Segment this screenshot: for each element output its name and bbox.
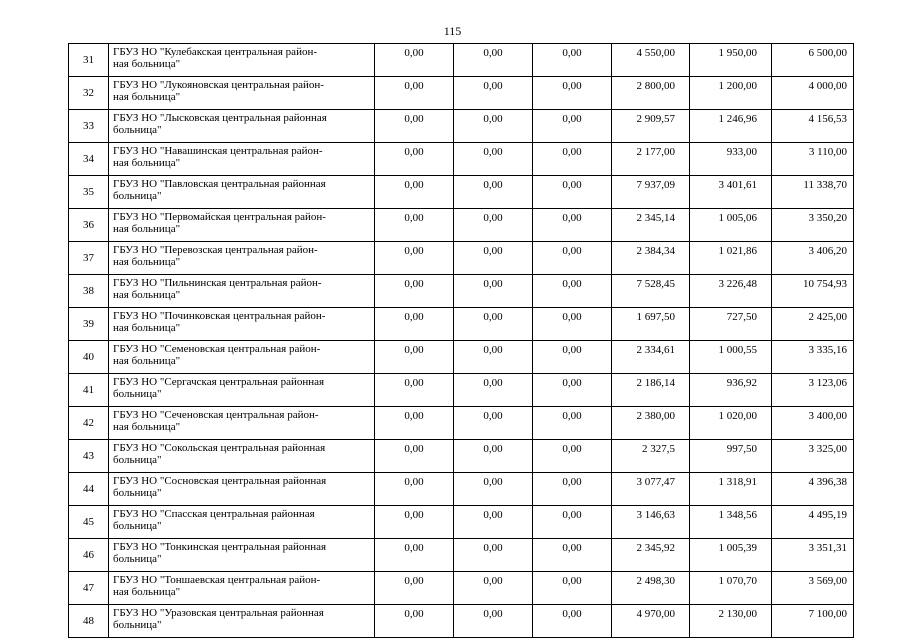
value-col-2: 0,00 [454, 143, 533, 176]
value-col-6: 3 110,00 [772, 143, 854, 176]
institution-name-line-2: ная больница" [113, 91, 181, 103]
value-col-3: 0,00 [533, 77, 612, 110]
value-col-4: 3 146,63 [612, 506, 690, 539]
value-col-2: 0,00 [454, 341, 533, 374]
row-number: 35 [69, 176, 109, 209]
value-col-6: 11 338,70 [772, 176, 854, 209]
institution-name-line-1: ГБУЗ НО "Кулебакская центральная район- [113, 46, 317, 58]
institution-name [109, 44, 375, 77]
value-col-1: 0,00 [375, 209, 454, 242]
value-col-6: 4 396,38 [772, 473, 854, 506]
value-col-5: 2 130,00 [690, 605, 772, 638]
table-row [69, 176, 854, 209]
value-col-6: 3 406,20 [772, 242, 854, 275]
value-col-2: 0,00 [454, 539, 533, 572]
table-row [69, 572, 854, 605]
value-col-5: 1 246,96 [690, 110, 772, 143]
value-col-6: 10 754,93 [772, 275, 854, 308]
value-col-5: 3 401,61 [690, 176, 772, 209]
institution-name-line-1: ГБУЗ НО "Семеновская центральная район- [113, 343, 321, 355]
value-col-1: 0,00 [375, 539, 454, 572]
value-col-4: 2 498,30 [612, 572, 690, 605]
row-number: 37 [69, 242, 109, 275]
value-col-2: 0,00 [454, 572, 533, 605]
page-number: 115 [443, 24, 462, 38]
value-col-4: 3 077,47 [612, 473, 690, 506]
value-col-1: 0,00 [375, 473, 454, 506]
institution-name [109, 308, 375, 341]
row-number: 34 [69, 143, 109, 176]
row-number: 38 [69, 275, 109, 308]
value-col-3: 0,00 [533, 407, 612, 440]
institution-name [109, 539, 375, 572]
hospital-funding-table [68, 43, 854, 638]
institution-name-line-2: больница" [113, 553, 162, 565]
value-col-1: 0,00 [375, 242, 454, 275]
row-number: 40 [69, 341, 109, 374]
value-col-1: 0,00 [375, 407, 454, 440]
value-col-6: 3 351,31 [772, 539, 854, 572]
value-col-2: 0,00 [454, 110, 533, 143]
row-number: 36 [69, 209, 109, 242]
value-col-5: 1 000,55 [690, 341, 772, 374]
institution-name [109, 242, 375, 275]
institution-name-line-2: больница" [113, 619, 162, 631]
institution-name [109, 473, 375, 506]
value-col-2: 0,00 [454, 407, 533, 440]
value-col-2: 0,00 [454, 308, 533, 341]
institution-name-line-2: ная больница" [113, 421, 181, 433]
institution-name-line-1: ГБУЗ НО "Сергачская центральная районная [113, 376, 325, 388]
value-col-2: 0,00 [454, 605, 533, 638]
institution-name-line-1: ГБУЗ НО "Спасская центральная районная [113, 508, 315, 520]
row-number: 32 [69, 77, 109, 110]
value-col-2: 0,00 [454, 440, 533, 473]
value-col-4: 2 334,61 [612, 341, 690, 374]
table-row [69, 110, 854, 143]
value-col-1: 0,00 [375, 143, 454, 176]
value-col-3: 0,00 [533, 242, 612, 275]
table-body [69, 44, 854, 638]
value-col-1: 0,00 [375, 605, 454, 638]
value-col-2: 0,00 [454, 242, 533, 275]
table-row [69, 44, 854, 77]
value-col-1: 0,00 [375, 374, 454, 407]
value-col-3: 0,00 [533, 308, 612, 341]
value-col-5: 933,00 [690, 143, 772, 176]
institution-name [109, 506, 375, 539]
row-number: 46 [69, 539, 109, 572]
value-col-2: 0,00 [454, 275, 533, 308]
value-col-6: 3 325,00 [772, 440, 854, 473]
value-col-3: 0,00 [533, 110, 612, 143]
value-col-3: 0,00 [533, 440, 612, 473]
table-row [69, 143, 854, 176]
institution-name-line-2: ная больница" [113, 586, 181, 598]
value-col-5: 3 226,48 [690, 275, 772, 308]
institution-name-line-2: ная больница" [113, 289, 181, 301]
value-col-3: 0,00 [533, 44, 612, 77]
value-col-6: 3 123,06 [772, 374, 854, 407]
table-row [69, 374, 854, 407]
institution-name-line-2: больница" [113, 388, 162, 400]
value-col-4: 2 800,00 [612, 77, 690, 110]
value-col-4: 2 384,34 [612, 242, 690, 275]
row-number: 45 [69, 506, 109, 539]
value-col-3: 0,00 [533, 473, 612, 506]
table-row [69, 275, 854, 308]
institution-name-line-2: больница" [113, 124, 162, 136]
value-col-3: 0,00 [533, 539, 612, 572]
value-col-4: 1 697,50 [612, 308, 690, 341]
value-col-5: 1 200,00 [690, 77, 772, 110]
value-col-5: 1 021,86 [690, 242, 772, 275]
row-number: 42 [69, 407, 109, 440]
value-col-1: 0,00 [375, 77, 454, 110]
value-col-6: 7 100,00 [772, 605, 854, 638]
value-col-2: 0,00 [454, 374, 533, 407]
value-col-6: 3 350,20 [772, 209, 854, 242]
value-col-5: 1 020,00 [690, 407, 772, 440]
value-col-3: 0,00 [533, 143, 612, 176]
value-col-6: 3 335,16 [772, 341, 854, 374]
row-number: 44 [69, 473, 109, 506]
value-col-5: 1 005,39 [690, 539, 772, 572]
row-number: 43 [69, 440, 109, 473]
institution-name [109, 572, 375, 605]
value-col-5: 1 005,06 [690, 209, 772, 242]
institution-name-line-1: ГБУЗ НО "Первомайская центральная район- [113, 211, 326, 223]
institution-name [109, 176, 375, 209]
institution-name-line-1: ГБУЗ НО "Пильнинская центральная район- [113, 277, 322, 289]
institution-name-line-1: ГБУЗ НО "Лукояновская центральная район- [113, 79, 324, 91]
value-col-3: 0,00 [533, 506, 612, 539]
institution-name-line-1: ГБУЗ НО "Тонкинская центральная районная [113, 541, 327, 553]
row-number: 33 [69, 110, 109, 143]
value-col-5: 1 070,70 [690, 572, 772, 605]
institution-name-line-2: больница" [113, 454, 162, 466]
value-col-1: 0,00 [375, 275, 454, 308]
value-col-4: 2 909,57 [612, 110, 690, 143]
value-col-4: 4 550,00 [612, 44, 690, 77]
value-col-3: 0,00 [533, 209, 612, 242]
value-col-6: 4 000,00 [772, 77, 854, 110]
row-number: 41 [69, 374, 109, 407]
table-row [69, 209, 854, 242]
row-number: 39 [69, 308, 109, 341]
institution-name-line-2: больница" [113, 520, 162, 532]
value-col-1: 0,00 [375, 572, 454, 605]
value-col-1: 0,00 [375, 308, 454, 341]
institution-name-line-2: ная больница" [113, 157, 181, 169]
table-row [69, 473, 854, 506]
table-row [69, 440, 854, 473]
value-col-1: 0,00 [375, 176, 454, 209]
value-col-5: 727,50 [690, 308, 772, 341]
value-col-3: 0,00 [533, 572, 612, 605]
institution-name-line-2: ная больница" [113, 58, 181, 70]
institution-name [109, 209, 375, 242]
table-row [69, 605, 854, 638]
value-col-5: 997,50 [690, 440, 772, 473]
value-col-2: 0,00 [454, 176, 533, 209]
value-col-2: 0,00 [454, 77, 533, 110]
institution-name-line-2: ная больница" [113, 223, 181, 235]
value-col-6: 6 500,00 [772, 44, 854, 77]
institution-name-line-1: ГБУЗ НО "Павловская центральная районная [113, 178, 326, 190]
row-number: 48 [69, 605, 109, 638]
institution-name-line-2: ная больница" [113, 322, 181, 334]
value-col-1: 0,00 [375, 506, 454, 539]
value-col-6: 3 400,00 [772, 407, 854, 440]
value-col-3: 0,00 [533, 605, 612, 638]
institution-name-line-2: больница" [113, 190, 162, 202]
value-col-6: 4 156,53 [772, 110, 854, 143]
value-col-3: 0,00 [533, 374, 612, 407]
institution-name [109, 275, 375, 308]
institution-name-line-2: ная больница" [113, 256, 181, 268]
value-col-4: 2 177,00 [612, 143, 690, 176]
institution-name [109, 374, 375, 407]
value-col-4: 2 345,14 [612, 209, 690, 242]
row-number: 47 [69, 572, 109, 605]
institution-name [109, 407, 375, 440]
institution-name [109, 110, 375, 143]
value-col-2: 0,00 [454, 506, 533, 539]
institution-name-line-1: ГБУЗ НО "Уразовская центральная районная [113, 607, 324, 619]
table-row [69, 341, 854, 374]
value-col-6: 4 495,19 [772, 506, 854, 539]
value-col-4: 4 970,00 [612, 605, 690, 638]
value-col-4: 7 937,09 [612, 176, 690, 209]
value-col-1: 0,00 [375, 440, 454, 473]
value-col-6: 2 425,00 [772, 308, 854, 341]
table-row [69, 308, 854, 341]
institution-name-line-1: ГБУЗ НО "Лысковская центральная районная [113, 112, 327, 124]
institution-name [109, 77, 375, 110]
institution-name [109, 605, 375, 638]
table-row [69, 506, 854, 539]
institution-name-line-2: ная больница" [113, 355, 181, 367]
row-number: 31 [69, 44, 109, 77]
value-col-4: 7 528,45 [612, 275, 690, 308]
value-col-5: 1 348,56 [690, 506, 772, 539]
value-col-5: 1 318,91 [690, 473, 772, 506]
value-col-4: 2 380,00 [612, 407, 690, 440]
value-col-3: 0,00 [533, 176, 612, 209]
value-col-3: 0,00 [533, 275, 612, 308]
table-row [69, 77, 854, 110]
institution-name-line-2: больница" [113, 487, 162, 499]
table-row [69, 539, 854, 572]
value-col-4: 2 327,5 [612, 440, 690, 473]
value-col-4: 2 345,92 [612, 539, 690, 572]
institution-name-line-1: ГБУЗ НО "Перевозская центральная район- [113, 244, 318, 256]
value-col-1: 0,00 [375, 341, 454, 374]
value-col-5: 1 950,00 [690, 44, 772, 77]
value-col-2: 0,00 [454, 209, 533, 242]
institution-name-line-1: ГБУЗ НО "Тоншаевская центральная район- [113, 574, 321, 586]
institution-name-line-1: ГБУЗ НО "Навашинская центральная район- [113, 145, 323, 157]
institution-name-line-1: ГБУЗ НО "Починковская центральная район- [113, 310, 326, 322]
institution-name [109, 143, 375, 176]
institution-name-line-1: ГБУЗ НО "Сосновская центральная районная [113, 475, 327, 487]
institution-name [109, 440, 375, 473]
value-col-5: 936,92 [690, 374, 772, 407]
table-row [69, 407, 854, 440]
value-col-2: 0,00 [454, 473, 533, 506]
table-row [69, 242, 854, 275]
value-col-6: 3 569,00 [772, 572, 854, 605]
value-col-3: 0,00 [533, 341, 612, 374]
value-col-1: 0,00 [375, 110, 454, 143]
value-col-1: 0,00 [375, 44, 454, 77]
institution-name [109, 341, 375, 374]
value-col-4: 2 186,14 [612, 374, 690, 407]
institution-name-line-1: ГБУЗ НО "Сеченовская центральная район- [113, 409, 319, 421]
institution-name-line-1: ГБУЗ НО "Сокольская центральная районная [113, 442, 326, 454]
value-col-2: 0,00 [454, 44, 533, 77]
